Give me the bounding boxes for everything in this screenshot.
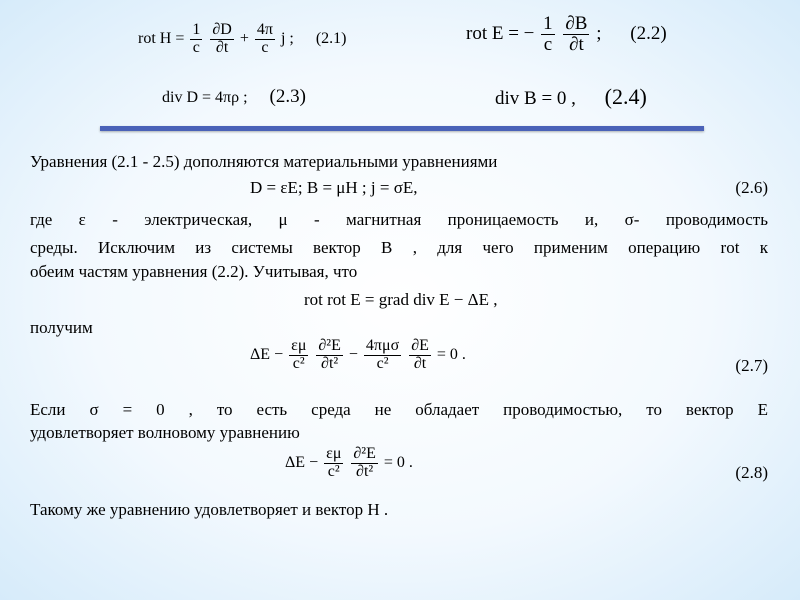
frac-num: ∂D bbox=[212, 21, 232, 38]
eq-2-1-lhs: rot H = bbox=[138, 29, 185, 47]
eq-2-2-frac2 bbox=[563, 14, 589, 55]
obtain-word: получим bbox=[30, 318, 93, 337]
frac-num: ∂E bbox=[411, 337, 429, 354]
eq-2-1-rhs: j ; bbox=[280, 29, 294, 47]
frac-num: 4πμσ bbox=[365, 337, 400, 354]
equation-2-3 bbox=[162, 86, 306, 108]
frac-den: c² bbox=[292, 354, 305, 372]
plus-sign: + bbox=[239, 29, 249, 47]
frac-den: c² bbox=[376, 354, 389, 372]
equation-2-7 bbox=[250, 338, 466, 373]
frac-num: ∂²E bbox=[353, 445, 376, 462]
frac-num: 4π bbox=[256, 21, 273, 38]
frac-den: c bbox=[192, 38, 200, 56]
frac-num: ∂B bbox=[565, 13, 588, 34]
eq-2-1-frac2 bbox=[210, 22, 233, 57]
para1-line2: среды. Исключим из системы вектор B , для чего применим операцию rot к bbox=[30, 238, 768, 257]
frac-num: ∂²E bbox=[318, 337, 341, 354]
equation-2-2 bbox=[466, 14, 667, 55]
eq-2-7-frac1 bbox=[289, 338, 308, 373]
eq-2-6-label: (2.6) bbox=[735, 178, 768, 197]
eq-2-8-lhs: ΔE − bbox=[285, 453, 319, 471]
eq-2-1-frac3 bbox=[255, 22, 275, 57]
eq-2-1-label: (2.1) bbox=[315, 29, 347, 47]
para2-line1: Если σ = 0 , то есть среда не обладает проводимостью, то вектор E bbox=[30, 400, 768, 419]
eq-2-8-frac1 bbox=[324, 446, 343, 481]
equation-2-6: D = εE; B = μH ; j = σE, bbox=[250, 178, 418, 197]
eq-2-7-end: = 0 . bbox=[436, 345, 466, 363]
eq-2-7-frac2 bbox=[316, 338, 342, 373]
para1-line1: где ε - электрическая, μ - магнитная проницаемость и, σ- проводимость bbox=[30, 210, 768, 229]
eq-2-3-text: div D = 4πρ ; bbox=[162, 89, 248, 106]
eq-2-2-label: (2.2) bbox=[630, 22, 667, 44]
equation-rot-rot: rot rot E = grad div E − ΔE , bbox=[304, 290, 498, 309]
eq-2-4-label: (2.4) bbox=[604, 84, 647, 109]
frac-den: c² bbox=[327, 462, 340, 480]
frac-den: c bbox=[543, 33, 553, 55]
para2-line2: удовлетворяет волновому уравнению bbox=[30, 423, 300, 442]
para1-line3: обеим частям уравнения (2.2). Учитывая, что bbox=[30, 262, 358, 281]
frac-num: 1 bbox=[543, 13, 553, 34]
eq-2-8-label: (2.8) bbox=[735, 463, 768, 482]
eq-2-1-frac1 bbox=[190, 22, 202, 57]
equation-2-8 bbox=[285, 446, 413, 481]
frac-den: ∂t bbox=[413, 354, 427, 372]
eq-2-2-lhs: rot E = − bbox=[466, 22, 535, 44]
frac-den: ∂t bbox=[215, 38, 229, 56]
eq-2-7-label: (2.7) bbox=[735, 356, 768, 375]
intro-line: Уравнения (2.1 - 2.5) дополняются материальными уравнениями bbox=[30, 152, 498, 171]
closing-line: Такому же уравнению удовлетворяет и вектор H . bbox=[30, 500, 389, 519]
frac-den: c bbox=[261, 38, 269, 56]
section-divider bbox=[100, 126, 704, 131]
frac-num: εμ bbox=[326, 445, 342, 462]
eq-2-2-frac1 bbox=[541, 14, 555, 55]
eq-2-8-frac2 bbox=[351, 446, 377, 481]
frac-den: ∂t² bbox=[356, 462, 374, 480]
eq-2-3-label: (2.3) bbox=[269, 86, 306, 107]
eq-2-2-rhs: ; bbox=[596, 22, 602, 44]
frac-num: 1 bbox=[192, 21, 201, 38]
equation-2-4 bbox=[495, 84, 647, 110]
frac-num: εμ bbox=[291, 337, 307, 354]
equation-2-1 bbox=[138, 22, 346, 57]
eq-2-7-lhs: ΔE − bbox=[250, 345, 284, 363]
frac-den: ∂t² bbox=[321, 354, 339, 372]
eq-2-7-frac3 bbox=[364, 338, 401, 373]
eq-2-8-end: = 0 . bbox=[383, 453, 413, 471]
eq-2-4-text: div B = 0 , bbox=[495, 88, 576, 109]
frac-den: ∂t bbox=[569, 33, 584, 55]
minus-sign: − bbox=[348, 345, 358, 363]
eq-2-7-frac4 bbox=[409, 338, 431, 373]
